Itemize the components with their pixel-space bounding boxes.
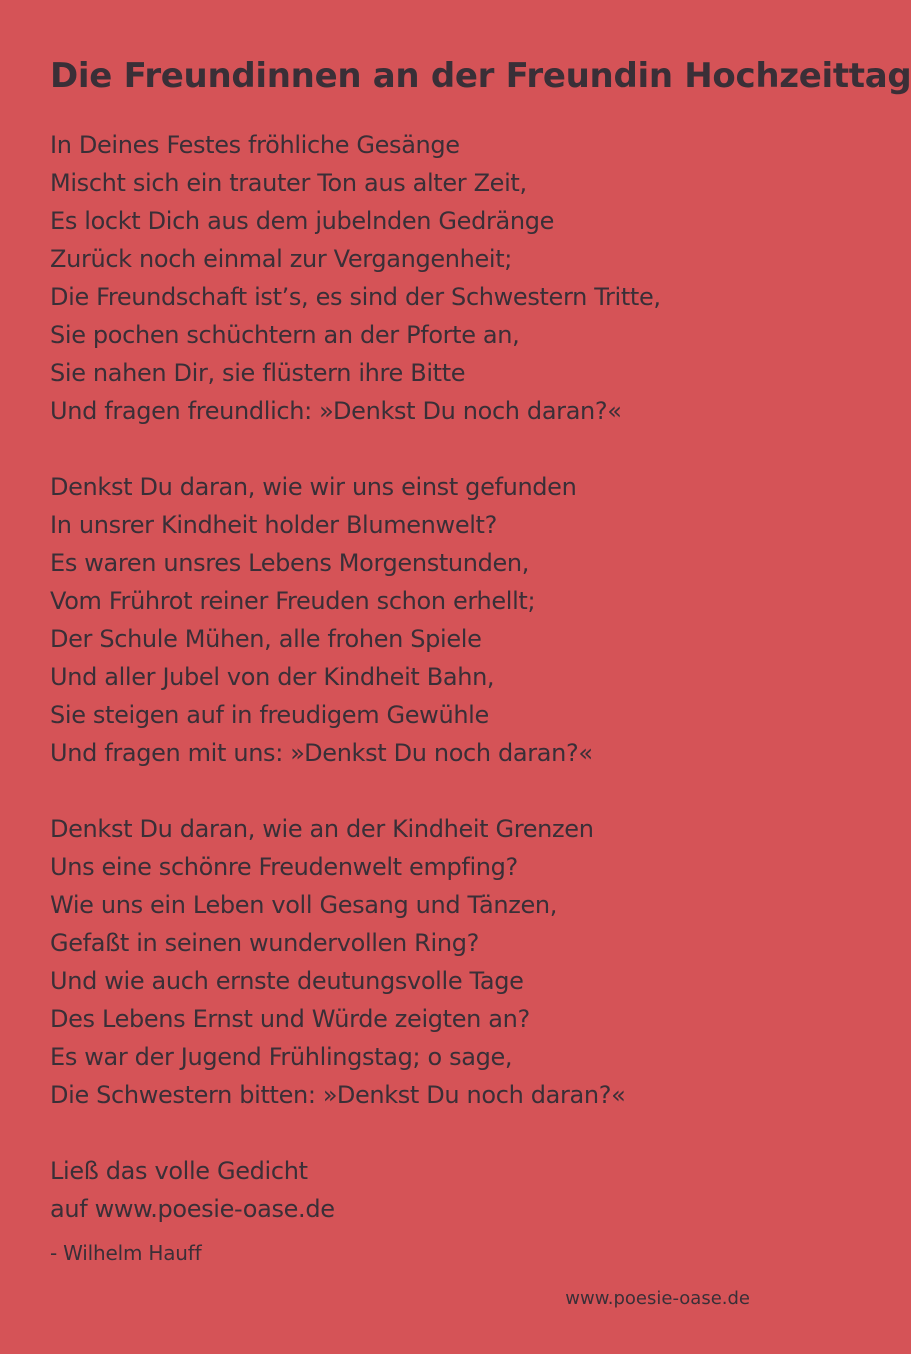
site-watermark: www.poesie-oase.de xyxy=(565,1288,750,1309)
poem-line: Es lockt Dich aus dem jubelnden Gedränge xyxy=(50,207,555,235)
poem-line: Des Lebens Ernst und Würde zeigten an? xyxy=(50,1005,530,1033)
poem-body xyxy=(50,126,790,1228)
poem-line: Die Schwestern bitten: »Denkst Du noch daran?« xyxy=(50,1081,626,1109)
poem-line: Vom Frührot reiner Freuden schon erhellt; xyxy=(50,587,536,615)
full-poem-note-link[interactable]: auf www.poesie-oase.de xyxy=(50,1195,335,1223)
poem-line: Und aller Jubel von der Kindheit Bahn, xyxy=(50,663,495,691)
poem-line: Es war der Jugend Frühlingstag; o sage, xyxy=(50,1043,513,1071)
poem-line: Und wie auch ernste deutungsvolle Tage xyxy=(50,967,524,995)
poem-line: In Deines Festes fröhliche Gesänge xyxy=(50,131,460,159)
poem-line: Sie steigen auf in freudigem Gewühle xyxy=(50,701,489,729)
poem-author: - Wilhelm Hauff xyxy=(50,1241,202,1265)
poem-line: Die Freundschaft ist’s, es sind der Schwestern Tritte, xyxy=(50,283,661,311)
stanza-1 xyxy=(50,126,790,430)
poem-line: In unsrer Kindheit holder Blumenwelt? xyxy=(50,511,497,539)
poem-line: Wie uns ein Leben voll Gesang und Tänzen, xyxy=(50,891,558,919)
poem-line: Denkst Du daran, wie wir uns einst gefunden xyxy=(50,473,577,501)
poem-line: Zurück noch einmal zur Vergangenheit; xyxy=(50,245,513,273)
poem-line: Gefaßt in seinen wundervollen Ring? xyxy=(50,929,479,957)
poem-line: Sie pochen schüchtern an der Pforte an, xyxy=(50,321,520,349)
poem-line: Der Schule Mühen, alle frohen Spiele xyxy=(50,625,482,653)
poem-line: Es waren unsres Lebens Morgenstunden, xyxy=(50,549,530,577)
stanza-3 xyxy=(50,810,790,1114)
full-poem-note-line: Ließ das volle Gedicht xyxy=(50,1157,308,1185)
poem-line: Denkst Du daran, wie an der Kindheit Grenzen xyxy=(50,815,594,843)
poem-line: Sie nahen Dir, sie flüstern ihre Bitte xyxy=(50,359,466,387)
stanza-2 xyxy=(50,468,790,772)
poem-line: Uns eine schönre Freudenwelt empfing? xyxy=(50,853,518,881)
full-poem-note xyxy=(50,1152,790,1228)
poem-title: Die Freundinnen an der Freundin Hochzeittag xyxy=(50,56,911,96)
poem-line: Und fragen freundlich: »Denkst Du noch daran?« xyxy=(50,397,622,425)
poem-line: Und fragen mit uns: »Denkst Du noch daran?« xyxy=(50,739,593,767)
poem-line: Mischt sich ein trauter Ton aus alter Zeit, xyxy=(50,169,527,197)
